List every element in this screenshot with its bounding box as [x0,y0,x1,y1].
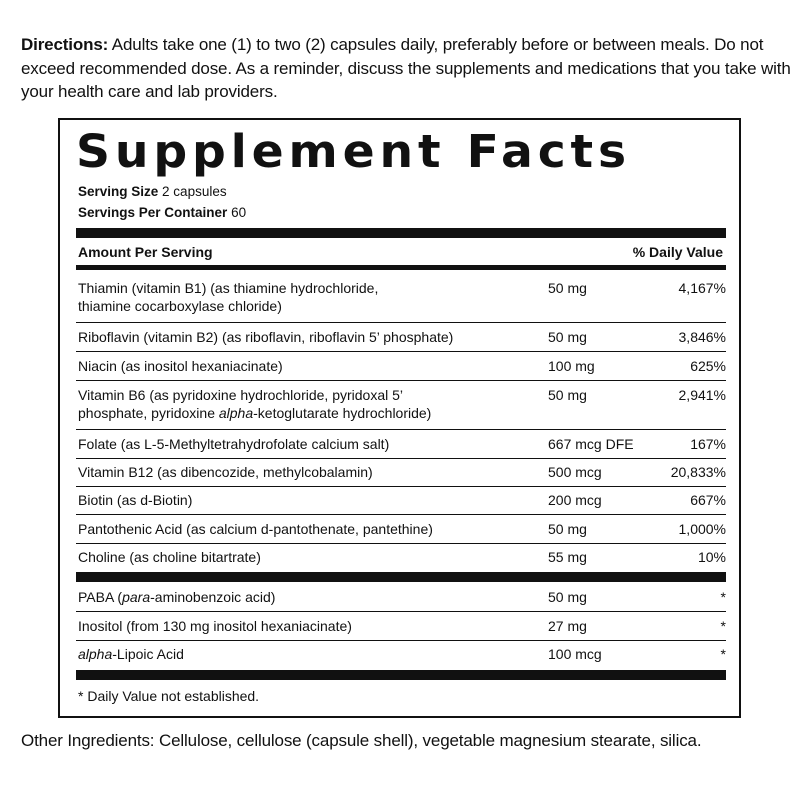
nutrient-daily-value: * [720,589,726,605]
row-divider [76,351,726,352]
nutrient-daily-value: 20,833% [670,464,726,480]
nutrient-daily-value: 1,000% [678,521,726,537]
nutrient-daily-value: 3,846% [678,329,726,345]
servings-per-container-value: 60 [227,205,247,220]
servings-per-container [78,204,246,221]
row-divider [76,611,726,612]
nutrient-name: Niacin (as inositol hexaniacinate) [78,358,283,374]
daily-value-footnote: * Daily Value not established. [78,688,260,704]
nutrient-name [78,387,538,422]
nutrient-amount: 50 mg [548,387,587,403]
divider-medium [76,265,726,270]
row-divider [76,543,726,544]
nutrient-name: Pantothenic Acid (as calcium d-pantothenate, pantethine) [78,521,433,537]
nutrient-amount: 50 mg [548,521,587,537]
nutrient-name: Riboflavin (vitamin B2) (as riboflavin, riboflavin 5’ phosphate) [78,329,454,345]
serving-size-value: 2 capsules [158,184,227,199]
nutrient-amount: 100 mcg [548,646,602,662]
row-divider [76,458,726,459]
nutrient-name: Vitamin B12 (as dibencozide, methylcobalamin) [78,464,373,480]
nutrient-name [78,589,538,607]
nutrient-amount: 27 mg [548,618,587,634]
nutrient-daily-value: * [720,618,726,634]
nutrient-name-line-2-start: phosphate, pyridoxine [78,404,219,421]
other-ingredients-text: Other Ingredients: Cellulose, cellulose (capsule shell), vegetable magnesium stearate, silica. [21,731,702,750]
header-daily-value: % Daily Value [632,244,723,260]
nutrient-daily-value: 625% [690,358,726,374]
directions-text [21,33,791,104]
row-divider [76,429,726,430]
row-divider [76,514,726,515]
panel-title: Supplement Facts [76,125,631,178]
row-divider [76,322,726,323]
nutrient-amount: 50 mg [548,329,587,345]
nutrient-name [78,646,538,664]
nutrient-name: Folate (as L-5-Methyltetrahydrofolate calcium salt) [78,436,390,452]
nutrient-name-italic: alpha [78,646,113,662]
row-divider [76,640,726,641]
nutrient-name-line-2-end: -ketoglutarate hydrochloride) [253,404,432,421]
nutrient-daily-value: 667% [690,492,726,508]
nutrient-amount: 50 mg [548,589,587,605]
serving-size-label: Serving Size [78,184,159,199]
divider-thick [76,572,726,582]
divider-thick [76,670,726,680]
nutrient-name-italic: alpha [218,404,254,421]
directions-body: Adults take one (1) to two (2) capsules daily, preferably before or between meals. Do not exceed recommended dose. As a reminder, discuss the supplements and medications that you take with your health care and lab providers. [21,35,791,101]
nutrient-amount: 667 mcg DFE [548,436,634,452]
nutrient-name [78,280,538,315]
nutrient-name: Inositol (from 130 mg inositol hexaniacinate) [78,618,352,634]
nutrient-amount: 200 mcg [548,492,602,508]
nutrient-name-italic: para [122,589,151,605]
row-divider [76,380,726,381]
nutrient-daily-value: * [720,646,726,662]
nutrient-amount: 50 mg [548,280,587,296]
nutrient-name-start: PABA ( [78,589,123,605]
nutrient-name-line-1: Thiamin (vitamin B1) (as thiamine hydrochloride, [78,280,379,296]
nutrient-amount: 55 mg [548,549,587,565]
directions-label: Directions: [21,35,109,54]
nutrient-amount: 100 mg [548,358,595,374]
nutrient-amount: 500 mcg [548,464,602,480]
header-amount-per-serving: Amount Per Serving [78,244,213,260]
nutrient-name-line-1: Vitamin B6 (as pyridoxine hydrochloride, pyridoxal 5’ [78,387,404,403]
supplement-facts-panel [58,118,741,718]
nutrient-daily-value: 167% [690,436,726,452]
servings-per-container-label: Servings Per Container [78,205,228,220]
nutrient-name-line-2: thiamine cocarboxylase chloride) [78,297,282,314]
divider-thick [76,228,726,238]
nutrient-name-end: -aminobenzoic acid) [150,589,276,605]
row-divider [76,486,726,487]
nutrient-daily-value: 2,941% [678,387,726,403]
nutrient-name-end: -Lipoic Acid [112,646,184,662]
nutrient-name: Biotin (as d-Biotin) [78,492,193,508]
nutrient-daily-value: 4,167% [678,280,726,296]
nutrient-daily-value: 10% [697,549,726,565]
nutrient-name: Choline (as choline bitartrate) [78,549,261,565]
serving-size [78,183,227,200]
